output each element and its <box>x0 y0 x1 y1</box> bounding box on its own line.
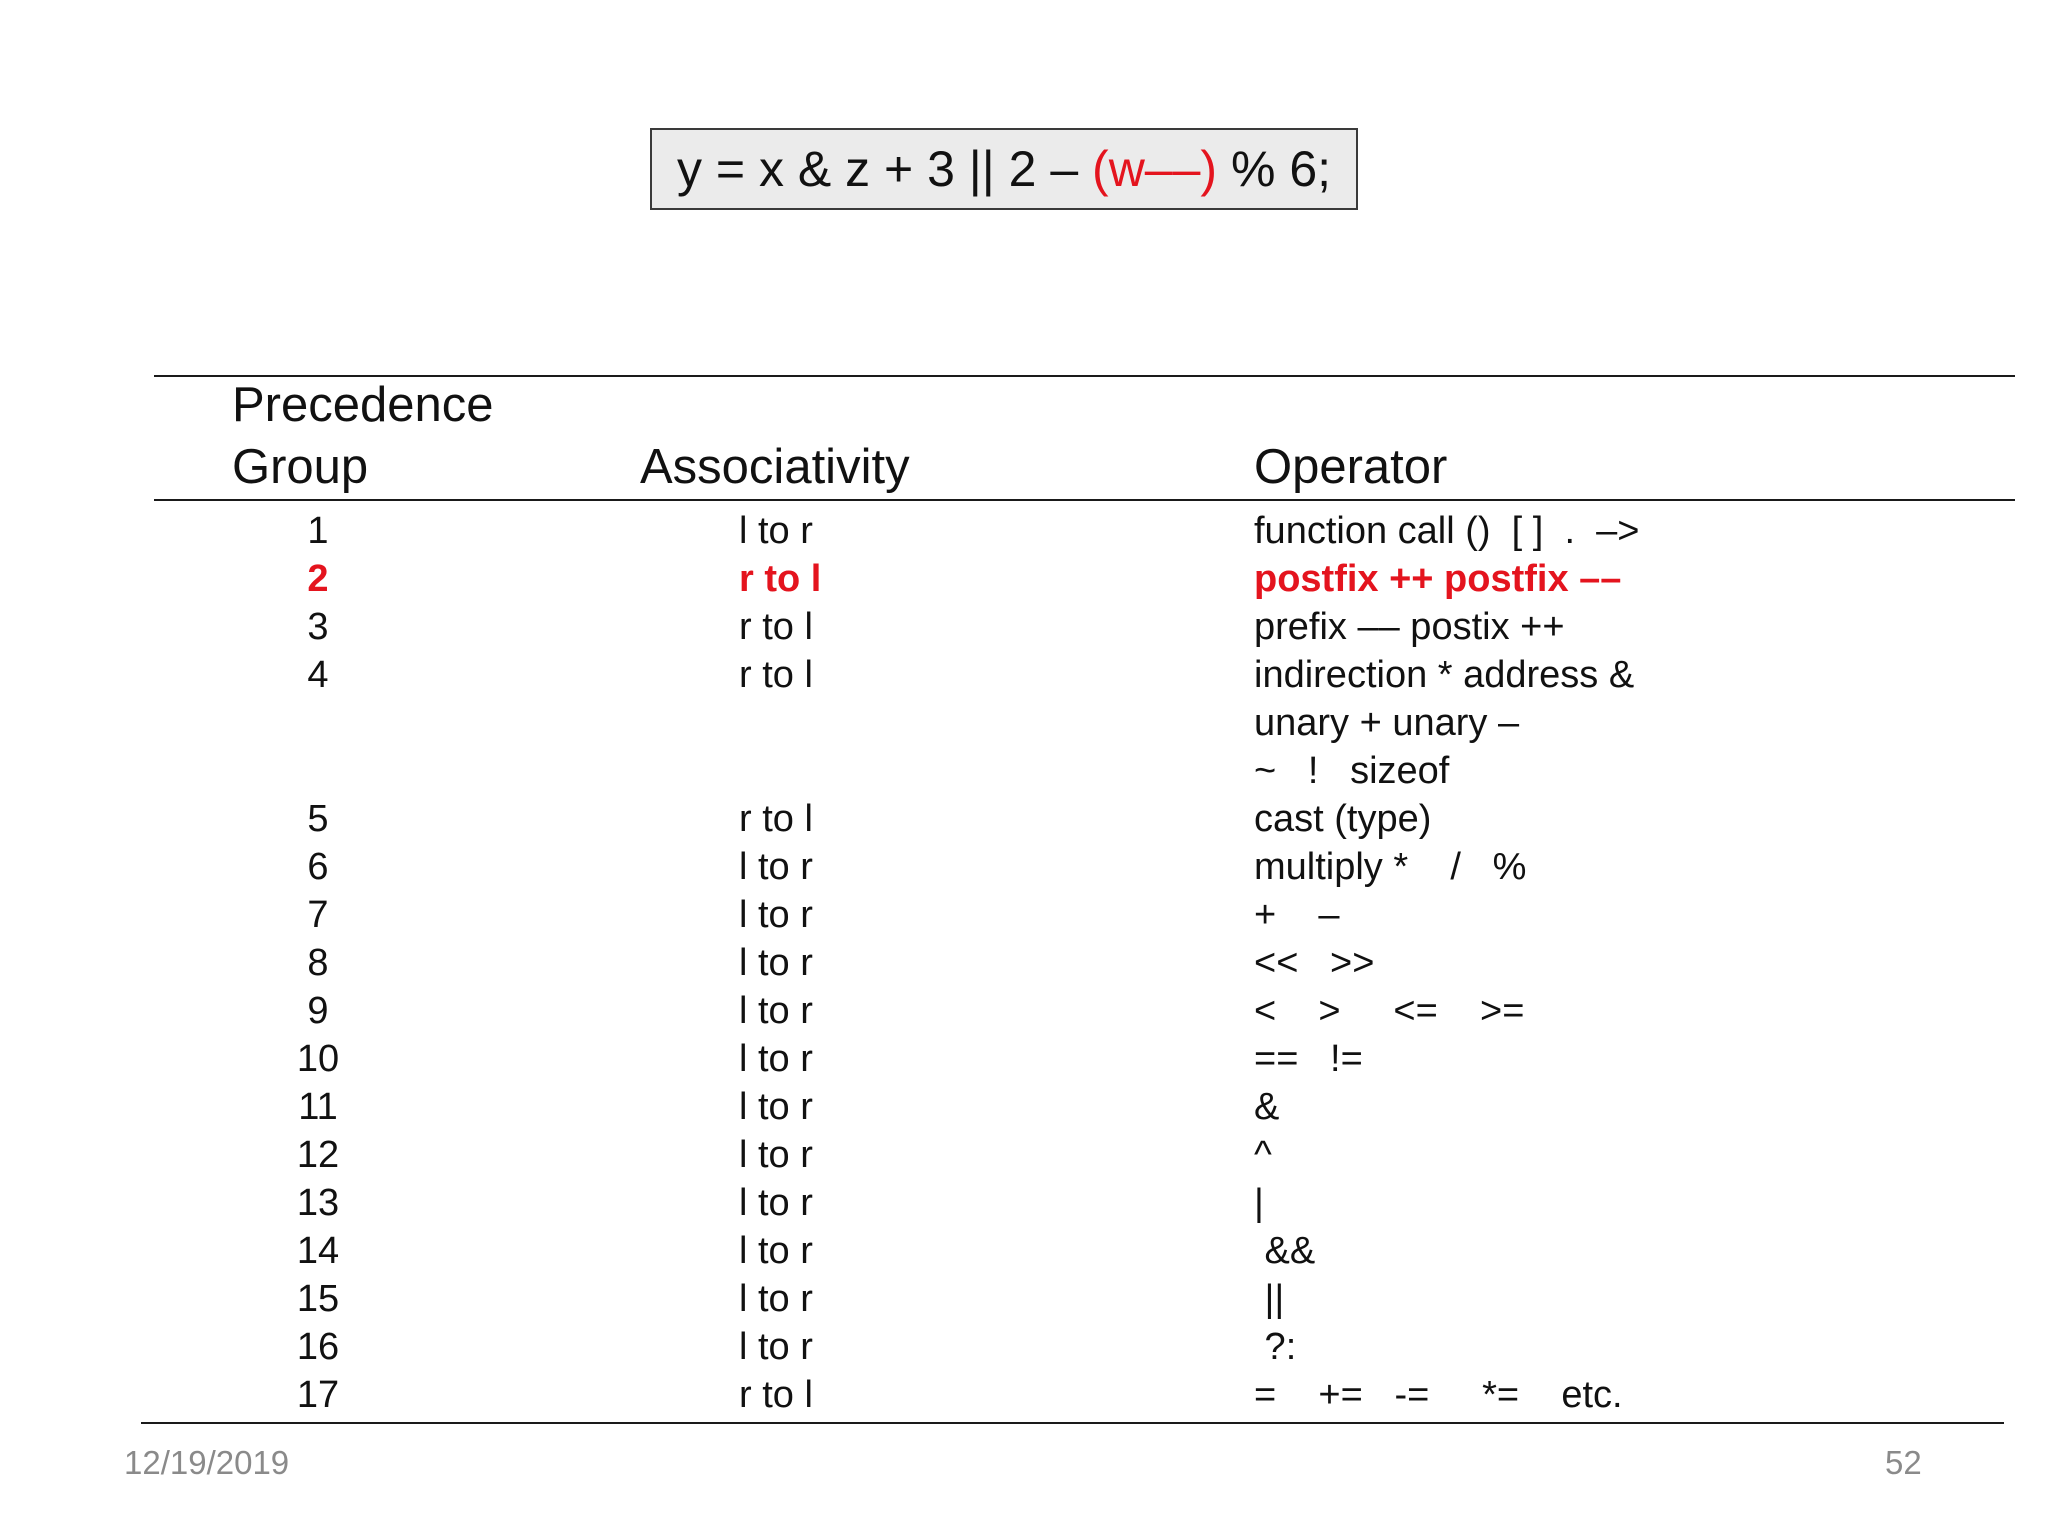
row-group: 17 <box>296 1374 340 1416</box>
row-associativity: r to l <box>739 1374 813 1416</box>
row-operator: function call () [ ] . –> <box>1254 510 1640 552</box>
row-operator: | <box>1254 1182 1264 1224</box>
table-row <box>0 651 2048 699</box>
table-row <box>0 891 2048 939</box>
table-row <box>0 1083 2048 1131</box>
table-header-rule <box>154 499 2015 501</box>
row-group: 4 <box>307 654 329 696</box>
table-row <box>0 555 2048 603</box>
row-group: 11 <box>298 1086 338 1128</box>
row-associativity: r to l <box>739 654 813 696</box>
row-associativity: l to r <box>739 942 813 984</box>
expression-highlight: (w––) <box>1092 141 1218 197</box>
table-row <box>0 747 2048 795</box>
table-row <box>0 1035 2048 1083</box>
table-row <box>0 1275 2048 1323</box>
table-row <box>0 1227 2048 1275</box>
row-associativity: l to r <box>739 1134 813 1176</box>
row-associativity: l to r <box>739 846 813 888</box>
row-group: 12 <box>296 1134 340 1176</box>
row-operator: || <box>1254 1278 1285 1320</box>
table-row <box>0 699 2048 747</box>
header-precedence-label: Precedence <box>232 378 494 432</box>
row-operator: unary + unary – <box>1254 702 1520 744</box>
row-associativity: l to r <box>739 1278 813 1320</box>
row-operator: == != <box>1254 1038 1363 1080</box>
expression-part-2: % 6; <box>1217 141 1332 197</box>
row-operator: < > <= >= <box>1254 990 1525 1032</box>
row-operator: & <box>1254 1086 1280 1128</box>
table-row <box>0 1323 2048 1371</box>
row-group: 6 <box>307 846 329 888</box>
row-group: 15 <box>296 1278 340 1320</box>
table-row <box>0 1179 2048 1227</box>
row-associativity: l to r <box>739 1230 813 1272</box>
expression-part-1: y = x & z + 3 || 2 – <box>676 141 1093 197</box>
table-row <box>0 987 2048 1035</box>
table-row <box>0 939 2048 987</box>
row-operator: multiply * / % <box>1254 846 1527 888</box>
row-group: 7 <box>307 894 329 936</box>
row-associativity: l to r <box>739 1038 813 1080</box>
row-group: 10 <box>296 1038 340 1080</box>
row-associativity: l to r <box>739 510 813 552</box>
row-operator: ?: <box>1254 1326 1297 1368</box>
table-row <box>0 603 2048 651</box>
row-group: 1 <box>307 510 329 552</box>
expression-box <box>650 128 1358 210</box>
row-operator: prefix –– postix ++ <box>1254 606 1565 648</box>
table-row <box>0 795 2048 843</box>
row-operator: ^ <box>1254 1134 1272 1176</box>
row-associativity: l to r <box>739 1086 813 1128</box>
row-operator: && <box>1254 1230 1316 1272</box>
header-group-label: Group <box>232 440 369 494</box>
row-associativity: l to r <box>739 894 813 936</box>
row-associativity: r to l <box>739 606 813 648</box>
row-group: 9 <box>307 990 329 1032</box>
header-operator: Operator <box>1254 440 1448 494</box>
row-group: 5 <box>307 798 329 840</box>
row-operator: cast (type) <box>1254 798 1432 840</box>
row-group: 13 <box>296 1182 340 1224</box>
header-precedence-group <box>232 374 494 498</box>
table-body <box>0 507 2048 1419</box>
row-group: 3 <box>307 606 329 648</box>
table-row <box>0 1371 2048 1419</box>
table-row <box>0 1131 2048 1179</box>
footer-date: 12/19/2019 <box>124 1444 290 1481</box>
row-operator: ~ ! sizeof <box>1254 750 1450 792</box>
table-bottom-rule <box>141 1422 2004 1424</box>
page-number: 52 <box>1885 1444 1922 1481</box>
row-group: 16 <box>296 1326 340 1368</box>
row-operator: postfix ++ postfix –– <box>1254 558 1622 600</box>
table-row <box>0 507 2048 555</box>
row-operator: indirection * address & <box>1254 654 1635 696</box>
row-associativity: l to r <box>739 1182 813 1224</box>
row-group: 8 <box>307 942 329 984</box>
row-group: 2 <box>307 558 329 600</box>
header-associativity: Associativity <box>640 440 910 494</box>
row-associativity: l to r <box>739 990 813 1032</box>
row-operator: + – <box>1254 894 1340 936</box>
row-associativity: l to r <box>739 1326 813 1368</box>
row-associativity: r to l <box>739 558 822 600</box>
row-operator: = += -= *= etc. <box>1254 1374 1623 1416</box>
row-operator: << >> <box>1254 942 1375 984</box>
row-group: 14 <box>296 1230 340 1272</box>
table-row <box>0 843 2048 891</box>
row-associativity: r to l <box>739 798 813 840</box>
